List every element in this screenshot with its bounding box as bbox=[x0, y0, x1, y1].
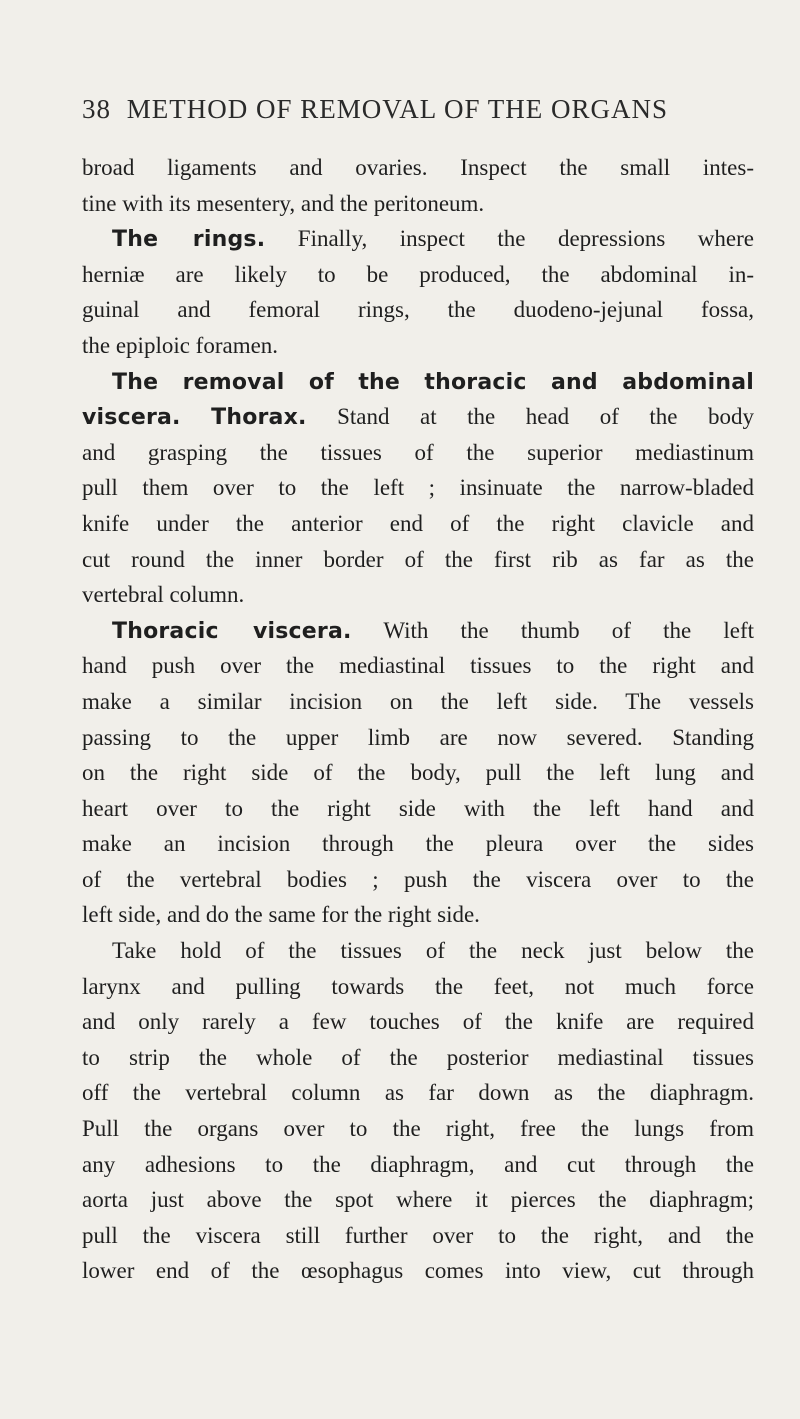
section-heading: The removal of the thoracic and abdominal bbox=[112, 369, 754, 395]
text-line bbox=[82, 328, 754, 364]
section-heading: viscera. bbox=[82, 405, 181, 431]
text-line bbox=[82, 862, 754, 898]
text-line bbox=[82, 1040, 754, 1076]
text-line bbox=[82, 1182, 754, 1218]
text-line bbox=[82, 1147, 754, 1183]
text-run: guinal and femoral rings, the duodeno-jejunal fossa, bbox=[82, 297, 754, 323]
text-run: lower end of the œsophagus comes into view, cut through bbox=[82, 1258, 754, 1284]
text-line bbox=[82, 684, 754, 720]
text-line bbox=[82, 897, 754, 933]
text-run: on the right side of the body, pull the left lung and bbox=[82, 760, 754, 786]
text-run: and grasping the tissues of the superior mediastinum bbox=[82, 439, 754, 465]
text-run: With the thumb of the left bbox=[351, 617, 755, 643]
text-line bbox=[82, 720, 754, 756]
text-run: aorta just above the spot where it pierces the diaphragm; bbox=[82, 1187, 754, 1213]
text-line bbox=[82, 221, 754, 257]
text-line bbox=[82, 791, 754, 827]
section-heading: Thorax. bbox=[211, 405, 307, 431]
text-run: Take hold of the tissues of the neck just below the bbox=[112, 938, 754, 964]
text-run: Stand at the head of the body bbox=[306, 404, 755, 430]
text-run: broad ligaments and ovaries. Inspect the small intes- bbox=[82, 155, 754, 180]
text-run: of the vertebral bodies ; push the viscera over to the bbox=[82, 866, 754, 892]
section-heading: The rings. bbox=[112, 227, 266, 253]
text-line bbox=[82, 826, 754, 862]
text-run: pull them over to the left ; insinuate the narrow-bladed bbox=[82, 475, 754, 501]
text-line bbox=[82, 1075, 754, 1111]
text-run: to strip the whole of the posterior mediastinal tissues bbox=[82, 1044, 754, 1070]
text-run: tine with its mesentery, and the peritoneum. bbox=[82, 190, 485, 216]
text-line bbox=[82, 435, 754, 471]
body-text bbox=[82, 150, 754, 1289]
text-line bbox=[82, 648, 754, 684]
text-run: the epiploic foramen. bbox=[82, 332, 279, 358]
text-line bbox=[82, 613, 754, 649]
text-line bbox=[82, 186, 754, 222]
text-line bbox=[82, 506, 754, 542]
text-run: and only rarely a few touches of the knife are required bbox=[82, 1009, 754, 1035]
text-run: make a similar incision on the left side. The vessels bbox=[82, 688, 754, 714]
text-run: vertebral column. bbox=[82, 582, 245, 608]
text-line bbox=[82, 292, 754, 328]
text-line bbox=[82, 969, 754, 1005]
text-run: Pull the organs over to the right, free the lungs from bbox=[82, 1116, 754, 1142]
text-line bbox=[82, 933, 754, 969]
text-run: any adhesions to the diaphragm, and cut through the bbox=[82, 1151, 754, 1177]
text-run: Finally, inspect the depressions where bbox=[265, 226, 754, 252]
text-line bbox=[82, 364, 754, 400]
page-number: 38 bbox=[82, 94, 111, 124]
text-line bbox=[82, 399, 754, 435]
text-run: cut round the inner border of the first rib as far as the bbox=[82, 546, 754, 572]
text-line bbox=[82, 542, 754, 578]
text-run: pull the viscera still further over to the right, and the bbox=[82, 1222, 754, 1248]
text-run: passing to the upper limb are now severed. Standing bbox=[82, 724, 754, 750]
text-run bbox=[181, 404, 212, 429]
text-line bbox=[82, 755, 754, 791]
text-line bbox=[82, 150, 754, 186]
text-run: herniæ are likely to be produced, the abdominal in- bbox=[82, 261, 754, 287]
text-line bbox=[82, 577, 754, 613]
running-head-title: METHOD OF REMOVAL OF THE ORGANS bbox=[126, 94, 669, 124]
text-run: hand push over the mediastinal tissues to the right and bbox=[82, 653, 754, 679]
text-line bbox=[82, 1111, 754, 1147]
text-run: make an incision through the pleura over the sides bbox=[82, 831, 754, 857]
text-line bbox=[82, 1218, 754, 1254]
text-line bbox=[82, 470, 754, 506]
text-line bbox=[82, 1004, 754, 1040]
text-run: larynx and pulling towards the feet, not much force bbox=[82, 973, 754, 999]
text-line bbox=[82, 257, 754, 293]
text-line bbox=[82, 1253, 754, 1289]
text-run: knife under the anterior end of the right clavicle and bbox=[82, 510, 754, 536]
text-run: heart over to the right side with the left hand and bbox=[82, 795, 754, 821]
text-run: off the vertebral column as far down as the diaphragm. bbox=[82, 1080, 754, 1106]
section-heading: Thoracic viscera. bbox=[112, 618, 352, 644]
text-run: left side, and do the same for the right side. bbox=[82, 902, 480, 928]
running-head bbox=[82, 94, 668, 125]
